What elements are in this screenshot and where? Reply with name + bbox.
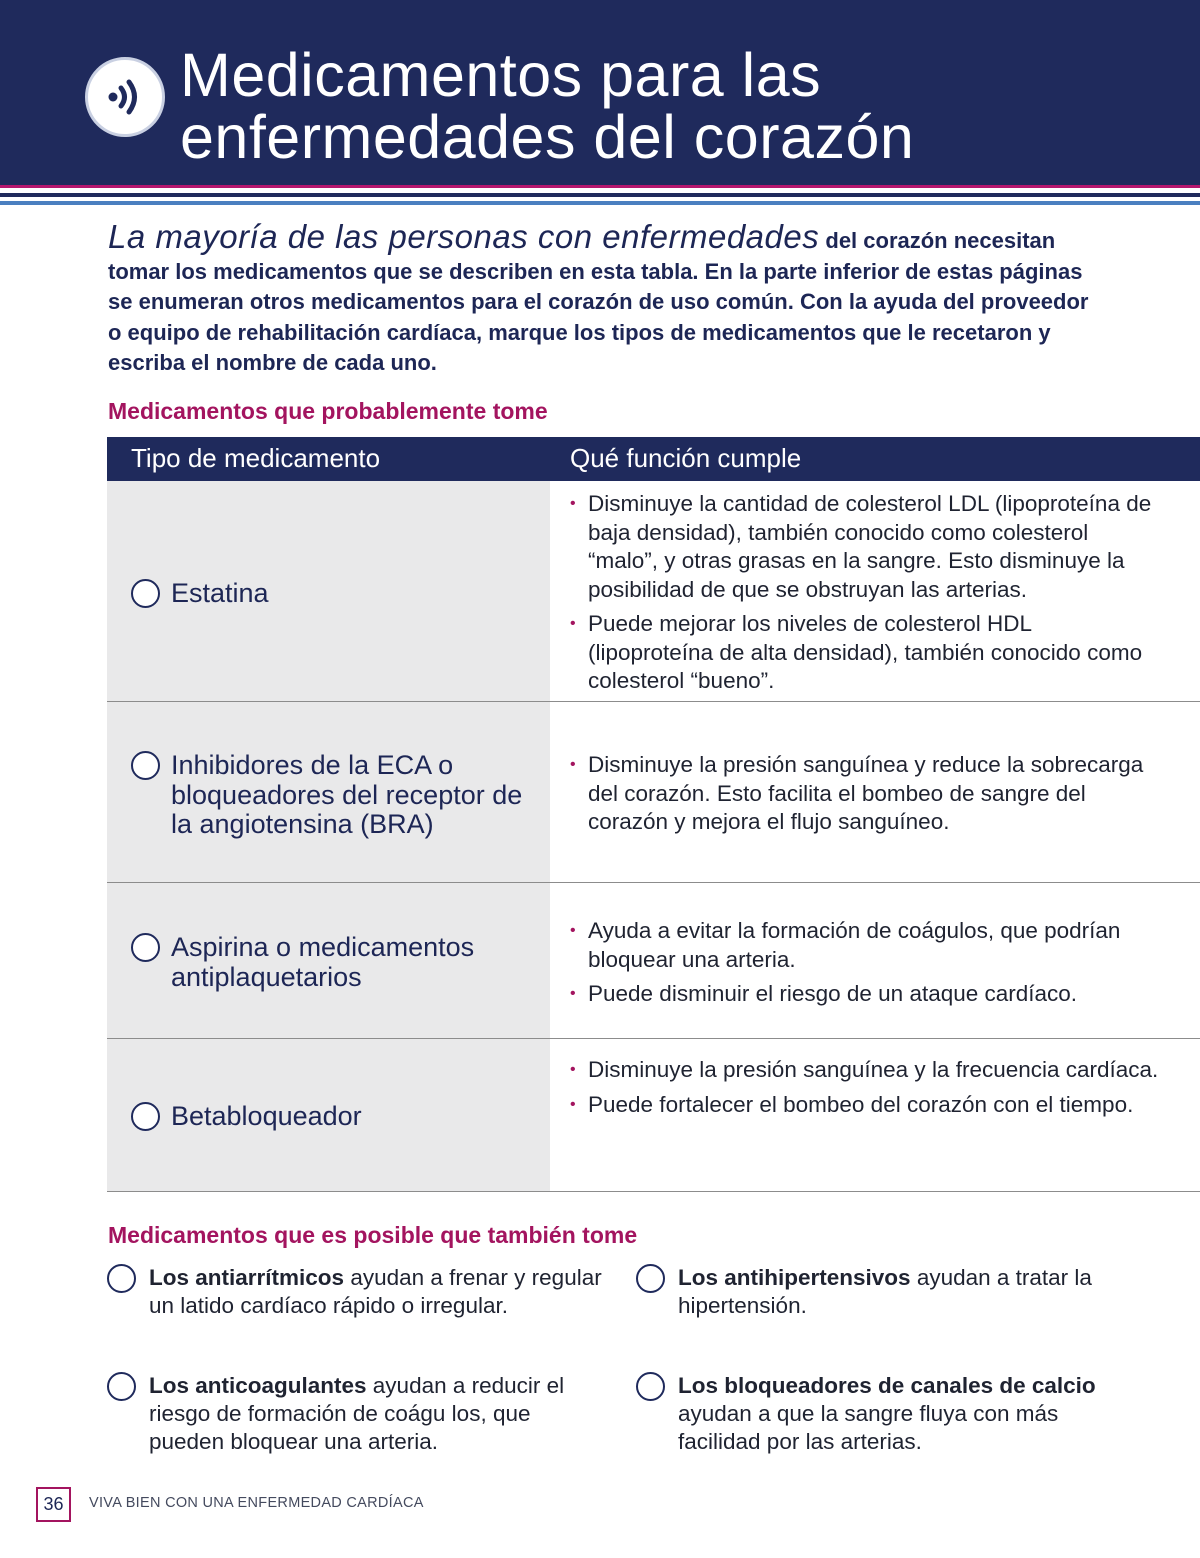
medication-class: Los bloqueadores de canales de calcio	[678, 1373, 1096, 1398]
medication-name: Aspirina o medicamentos antiplaquetarios	[171, 932, 475, 992]
function-list	[570, 751, 1160, 843]
title-line: enfermedades del corazón	[180, 103, 915, 171]
function-list	[570, 1056, 1160, 1125]
medication-name: Estatina	[171, 578, 269, 608]
bullet-text: Puede mejorar los niveles de colesterol HDL (lipoproteína de alta densidad), también conocido como colesterol “bueno”.	[588, 611, 1143, 693]
function-bullet	[570, 980, 1160, 1009]
function-bullet	[570, 1091, 1160, 1120]
medication-checkbox[interactable]	[131, 579, 160, 608]
function-bullet	[570, 610, 1160, 696]
medication-class: Los antiarrítmicos	[149, 1265, 345, 1290]
bullet-icon: •	[570, 922, 576, 939]
section-heading: Medicamentos que es posible que también tome	[108, 1222, 638, 1248]
function-list	[570, 490, 1160, 702]
table-row	[107, 1039, 1200, 1192]
medication-checkbox[interactable]	[636, 1264, 665, 1293]
table-row	[107, 481, 1200, 702]
bullet-icon: •	[570, 985, 576, 1002]
bullet-icon: •	[570, 1061, 576, 1078]
intro-body: del corazón necesitan tomar los medicamentos que se describen en esta tabla. En la parte inferior de estas páginas se enumeran otros medicamentos para el corazón de uso común. Con la ayuda del proveedor o equipo de rehabilitación cardíaca, marque los tipos de medicamentos que le recetaron y escriba el nombre de cada uno.	[108, 228, 1089, 375]
medication-checkbox[interactable]	[131, 751, 160, 780]
title-line: Medicamentos para las	[180, 41, 822, 109]
bullet-text: Ayuda a evitar la formación de coágulos, que podrían bloquear una arteria.	[588, 918, 1121, 972]
function-bullet	[570, 917, 1160, 974]
page-title	[180, 41, 1180, 171]
medication-description: ayudan a que la sangre fluya con más facilidad por las arterias.	[678, 1401, 1059, 1454]
bullet-text: Puede fortalecer el bombeo del corazón con el tiempo.	[588, 1091, 1134, 1117]
other-medication-text	[149, 1264, 609, 1320]
medication-description: ayudan a reducir el riesgo de formación de coágu los, que pueden bloquear una arteria.	[149, 1373, 565, 1454]
book-title: VIVA BIEN CON UNA ENFERMEDAD CARDÍACA	[89, 1495, 424, 1511]
medication-class: Los antihipertensivos	[678, 1265, 911, 1290]
bullet-text: Disminuye la presión sanguínea y la frecuencia cardíaca.	[588, 1057, 1159, 1082]
other-medication-text	[678, 1264, 1138, 1320]
sound-waves-icon	[85, 57, 165, 137]
table-row	[107, 883, 1200, 1039]
medication-description: ayudan a frenar y regular un latido cardíaco rápido o irregular.	[149, 1265, 602, 1318]
column-header: Qué función cumple	[570, 443, 802, 473]
medication-class: Los anticoagulantes	[149, 1373, 367, 1398]
function-bullet	[570, 490, 1160, 604]
function-bullet	[570, 1056, 1160, 1085]
bullet-text: Disminuye la cantidad de colesterol LDL (lipoproteína de baja densidad), también conocido como colesterol “malo”, y otras grasas en la sangre. Esto disminuye la posibilidad de que se obstruyan las arterias.	[588, 491, 1152, 602]
function-bullet	[570, 751, 1160, 837]
bullet-icon: •	[570, 495, 576, 512]
intro-paragraph	[108, 218, 1108, 379]
other-medication-text	[678, 1372, 1138, 1456]
medication-checkbox[interactable]	[131, 1102, 160, 1131]
bullet-icon: •	[570, 1095, 576, 1113]
page-number: 36	[36, 1487, 71, 1522]
table-header	[107, 437, 1200, 481]
medication-checkbox[interactable]	[107, 1372, 136, 1401]
bullet-icon: •	[570, 756, 576, 773]
column-header: Tipo de medicamento	[131, 443, 381, 473]
medication-name: Betabloqueador	[171, 1101, 362, 1131]
bullet-icon: •	[570, 615, 576, 632]
medication-checkbox[interactable]	[636, 1372, 665, 1401]
function-list	[570, 917, 1160, 1015]
other-medication-text	[149, 1372, 609, 1456]
section-heading: Medicamentos que probablemente tome	[108, 398, 548, 424]
bullet-text: Puede disminuir el riesgo de un ataque cardíaco.	[588, 981, 1078, 1006]
medication-checkbox[interactable]	[131, 933, 160, 962]
bullet-text: Disminuye la presión sanguínea y reduce la sobrecarga del corazón. Esto facilita el bombeo de sangre del corazón y mejora el flujo sanguíneo.	[588, 752, 1144, 834]
intro-lead: La mayoría de las personas con enfermedades	[108, 218, 820, 255]
medication-name: Inhibidores de la ECA o bloqueadores del receptor de la angiotensina (BRA)	[171, 750, 523, 839]
table-row	[107, 702, 1200, 883]
medication-checkbox[interactable]	[107, 1264, 136, 1293]
divider-stripe	[0, 201, 1200, 205]
medication-description: ayudan a tratar la hipertensión.	[678, 1265, 1092, 1318]
